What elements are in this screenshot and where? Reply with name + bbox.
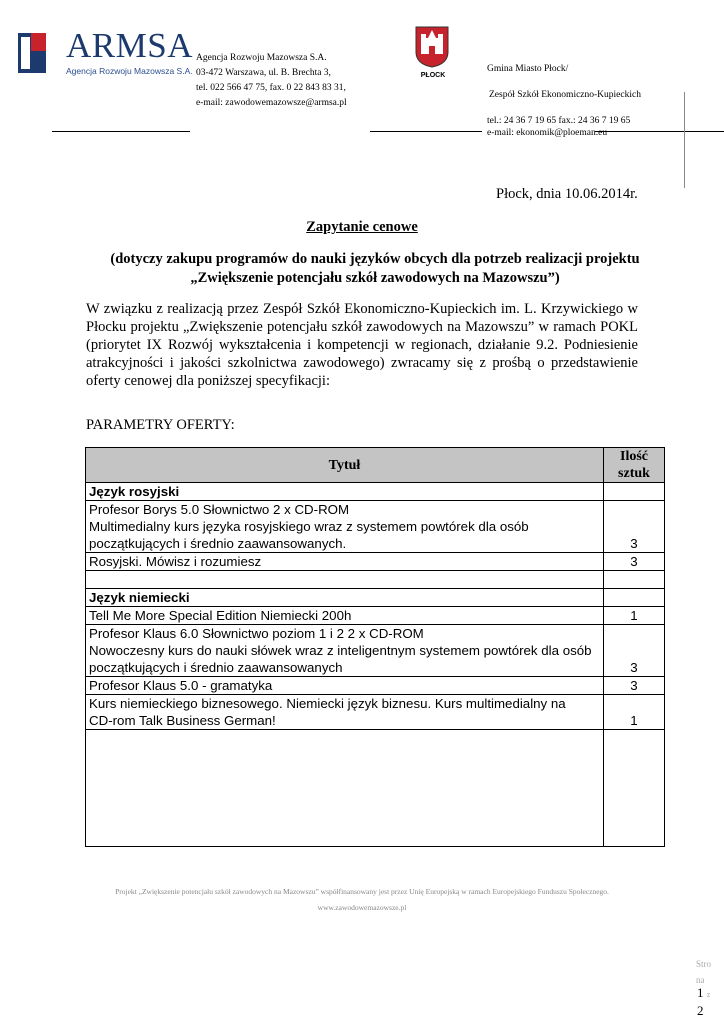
table-row bbox=[86, 589, 665, 607]
agency-address bbox=[196, 51, 347, 111]
page-label: Stro na bbox=[696, 959, 712, 985]
intro-paragraph: W związku z realizacją przez Zespół Szkół Ekonomiczno-Kupieckich im. L. Krzywickiego w Płocku projektu „Zwiększenie potencjału szkół zawodowych na Mazowszu” w ramach POKL (priorytet IX Rozwój wykształcenia i kompetencji w regionach, działanie 9.2. Podniesienie atrakcyjności i jakości szkolnictwa zawodowego) zwracamy się z prośbą o przedstawienie oferty cenowej dla poniższej specyfikacji: bbox=[86, 301, 638, 389]
agency-phone: tel. 022 566 47 75, fax. 0 22 843 83 31, bbox=[196, 83, 346, 93]
qty-de-2: 3 bbox=[604, 625, 665, 677]
table-header-row bbox=[86, 448, 665, 483]
plock-crest-icon bbox=[415, 26, 449, 68]
footer-website: www.zawodowemazowsze.pl bbox=[317, 903, 407, 912]
table-row-empty bbox=[86, 730, 665, 847]
table-row bbox=[86, 607, 665, 625]
item-de-1: Tell Me More Special Edition Niemiecki 200h bbox=[86, 607, 604, 625]
letter-date: Płock, dnia 10.06.2014r. bbox=[496, 186, 638, 202]
table-row bbox=[86, 483, 665, 501]
col-qty-header: Ilość sztuk bbox=[604, 448, 665, 483]
qty-de-1: 1 bbox=[604, 607, 665, 625]
logo-text: ARMSA bbox=[66, 26, 193, 65]
school-contact bbox=[487, 115, 630, 139]
agency-street: 03-472 Warszawa, ul. B. Brechta 3, bbox=[196, 68, 331, 78]
header-divider-mid bbox=[370, 131, 482, 132]
qty-ru-1: 3 bbox=[604, 501, 665, 553]
item-ru-1: Profesor Borys 5.0 Słownictwo 2 x CD-ROM Multimedialny kurs języka rosyjskiego wraz z systemem powtórek dla osób początkujących i średnio zaawansowanych. bbox=[86, 501, 604, 553]
header-divider-left bbox=[52, 131, 190, 132]
page-number: 1 z 2 bbox=[697, 985, 711, 1018]
table-row-empty bbox=[86, 571, 665, 589]
section-german: Język niemiecki bbox=[86, 589, 604, 607]
subtitle-line-2: „Zwiększenie potencjału szkół zawodowych na Mazowszu”) bbox=[190, 270, 560, 286]
qty-ru-2: 3 bbox=[604, 553, 665, 571]
page-total: 2 bbox=[697, 1003, 704, 1018]
footer-project-note: Projekt „Zwiększenie potencjału szkół zawodowych na Mazowszu” współfinansowany jest przez Unię Europejską w ramach Europejskiego Funduszu Społecznego. bbox=[115, 887, 609, 896]
qty-de-3: 3 bbox=[604, 677, 665, 695]
table-row bbox=[86, 553, 665, 571]
header-vertical-rule bbox=[684, 92, 685, 188]
page-footer bbox=[0, 884, 724, 916]
letter-title: Zapytanie cenowe bbox=[306, 219, 418, 235]
school-phone: tel.: 24 36 7 19 65 fax.: 24 36 7 19 65 bbox=[487, 116, 631, 126]
spec-table bbox=[85, 447, 665, 847]
params-heading: PARAMETRY OFERTY: bbox=[86, 417, 235, 433]
armsa-logo-icon bbox=[18, 33, 46, 73]
item-de-3: Profesor Klaus 5.0 - gramatyka bbox=[86, 677, 604, 695]
crest-label: PŁOCK bbox=[420, 72, 446, 79]
table-row bbox=[86, 501, 665, 553]
gmina-label: Gmina Miasto Płock/ bbox=[487, 64, 569, 74]
section-russian: Język rosyjski bbox=[86, 483, 604, 501]
item-ru-2: Rosyjski. Mówisz i rozumiesz bbox=[86, 553, 604, 571]
item-de-4: Kurs niemieckiego biznesowego. Niemiecki język biznesu. Kurs multimedialny na CD-rom Talk Business German! bbox=[86, 695, 604, 730]
agency-email: e-mail: zawodowemazowsze@armsa.pl bbox=[196, 98, 347, 108]
table-row bbox=[86, 625, 665, 677]
logo-subtitle: Agencja Rozwoju Mazowsza S.A. bbox=[66, 66, 193, 76]
table-row bbox=[86, 695, 665, 730]
letter-subtitle bbox=[86, 250, 664, 288]
table-row bbox=[86, 677, 665, 695]
item-de-2: Profesor Klaus 6.0 Słownictwo poziom 1 i 2 2 x CD-ROM Nowoczesny kurs do nauki słówek wraz z inteligentnym systemem powtórek dla osób początkujących i średnio zaawansowanych bbox=[86, 625, 604, 677]
school-name: Zespół Szkół Ekonomiczno-Kupieckich bbox=[489, 90, 641, 100]
subtitle-line-1: (dotyczy zakupu programów do nauki języków obcych dla potrzeb realizacji projektu bbox=[110, 251, 640, 267]
qty-de-4: 1 bbox=[604, 695, 665, 730]
header-divider-right bbox=[595, 131, 724, 132]
col-title-header: Tytuł bbox=[86, 448, 604, 483]
page-current: 1 bbox=[697, 985, 704, 1000]
agency-name: Agencja Rozwoju Mazowsza S.A. bbox=[196, 53, 327, 63]
school-email: e-mail: ekonomik@ploeman.eu bbox=[487, 128, 608, 138]
